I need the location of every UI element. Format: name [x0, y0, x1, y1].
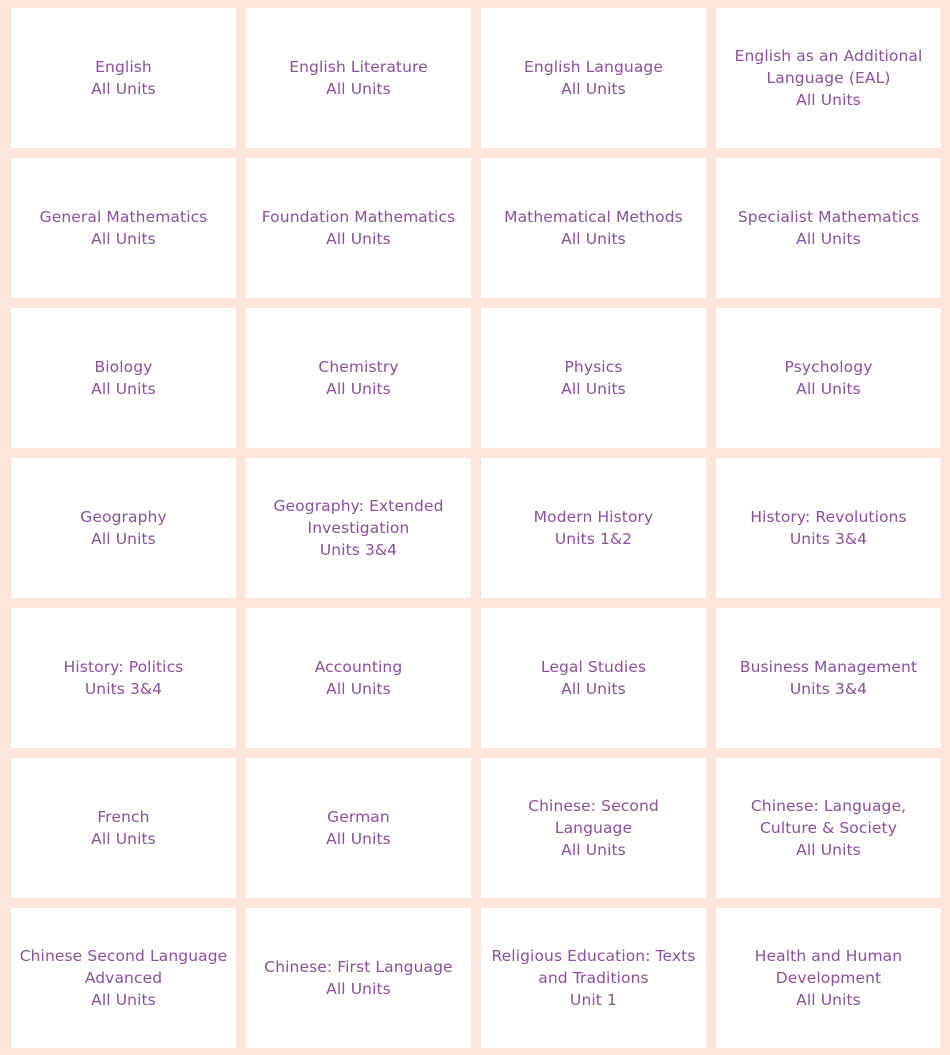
subject-units: All Units	[561, 680, 626, 698]
subject-title: Religious Education: Texts and Traditions	[491, 947, 696, 987]
subject-units: Unit 1	[570, 991, 617, 1009]
subject-card-chinese-language-culture-society[interactable]	[716, 758, 941, 898]
subject-card-chemistry[interactable]	[246, 308, 471, 448]
subject-card-health-and-human-development[interactable]	[716, 908, 941, 1048]
subject-title: Psychology	[784, 358, 873, 376]
subject-units: Units 3&4	[789, 530, 868, 548]
subject-title: Physics	[564, 358, 623, 376]
subject-units: All Units	[326, 380, 391, 398]
subject-card-history-politics[interactable]	[11, 608, 236, 748]
subject-units: All Units	[796, 841, 861, 859]
subject-title: English	[95, 58, 152, 76]
subject-units: All Units	[326, 680, 391, 698]
subject-title: History: Politics	[63, 658, 184, 676]
subject-card-specialist-mathematics[interactable]	[716, 158, 941, 298]
subject-card-english-language[interactable]	[481, 8, 706, 148]
subject-title: Biology	[94, 358, 153, 376]
subject-units: Units 3&4	[789, 680, 868, 698]
subject-units: All Units	[91, 530, 156, 548]
subject-title: English Language	[524, 58, 663, 76]
subject-units: All Units	[326, 830, 391, 848]
subject-card-chinese-second-language-advanced[interactable]	[11, 908, 236, 1048]
subject-units: All Units	[561, 80, 626, 98]
subject-card-accounting[interactable]	[246, 608, 471, 748]
subject-title: Specialist Mathematics	[737, 208, 920, 226]
subject-card-business-management[interactable]	[716, 608, 941, 748]
subject-units: All Units	[561, 841, 626, 859]
subject-card-english-as-an-additional-language-eal[interactable]	[716, 8, 941, 148]
subject-title: Chemistry	[318, 358, 399, 376]
subject-card-foundation-mathematics[interactable]	[246, 158, 471, 298]
subject-title: French	[97, 808, 150, 826]
subject-title: Modern History	[533, 508, 654, 526]
subject-units: All Units	[91, 230, 156, 248]
subject-units: All Units	[561, 380, 626, 398]
subject-units: Units 1&2	[554, 530, 633, 548]
subject-title: Geography	[80, 508, 167, 526]
subject-units: Units 3&4	[319, 541, 398, 559]
subject-card-legal-studies[interactable]	[481, 608, 706, 748]
subject-units: All Units	[91, 991, 156, 1009]
subject-card-chinese-second-language[interactable]	[481, 758, 706, 898]
subject-units: All Units	[561, 230, 626, 248]
subject-units: All Units	[91, 80, 156, 98]
subject-title: Mathematical Methods	[504, 208, 683, 226]
subject-units: All Units	[796, 380, 861, 398]
subject-title: Chinese: First Language	[264, 958, 453, 976]
subject-units: All Units	[326, 80, 391, 98]
subject-title: General Mathematics	[39, 208, 208, 226]
subject-title: Legal Studies	[540, 658, 647, 676]
subject-title: Health and Human Development	[754, 947, 903, 987]
subject-title: English as an Additional Language (EAL)	[734, 47, 923, 87]
subject-units: All Units	[796, 91, 861, 109]
subject-card-french[interactable]	[11, 758, 236, 898]
subject-title: Geography: Extended Investigation	[273, 497, 444, 537]
subject-title: Accounting	[314, 658, 403, 676]
subject-card-religious-education-texts-and-traditions[interactable]	[481, 908, 706, 1048]
subject-card-modern-history[interactable]	[481, 458, 706, 598]
subject-card-psychology[interactable]	[716, 308, 941, 448]
subject-title: Foundation Mathematics	[261, 208, 456, 226]
subject-title: English Literature	[289, 58, 428, 76]
subject-units: All Units	[326, 980, 391, 998]
subject-units: All Units	[796, 991, 861, 1009]
subject-card-german[interactable]	[246, 758, 471, 898]
subject-units: All Units	[91, 830, 156, 848]
subject-units: All Units	[326, 230, 391, 248]
subject-title: Chinese Second Language Advanced	[19, 947, 228, 987]
subject-card-biology[interactable]	[11, 308, 236, 448]
subject-title: History: Revolutions	[750, 508, 907, 526]
subject-title: Chinese: Second Language	[528, 797, 659, 837]
subject-card-english-literature[interactable]	[246, 8, 471, 148]
subject-card-geography[interactable]	[11, 458, 236, 598]
subject-units: Units 3&4	[84, 680, 163, 698]
subject-card-geography-extended-investigation[interactable]	[246, 458, 471, 598]
subject-card-mathematical-methods[interactable]	[481, 158, 706, 298]
subject-card-chinese-first-language[interactable]	[246, 908, 471, 1048]
subject-card-physics[interactable]	[481, 308, 706, 448]
subject-card-history-revolutions[interactable]	[716, 458, 941, 598]
subject-card-english[interactable]	[11, 8, 236, 148]
subject-units: All Units	[91, 380, 156, 398]
subject-card-general-mathematics[interactable]	[11, 158, 236, 298]
subject-title: German	[327, 808, 390, 826]
subject-title: Chinese: Language, Culture & Society	[750, 797, 907, 837]
subject-units: All Units	[796, 230, 861, 248]
subject-title: Business Management	[739, 658, 918, 676]
